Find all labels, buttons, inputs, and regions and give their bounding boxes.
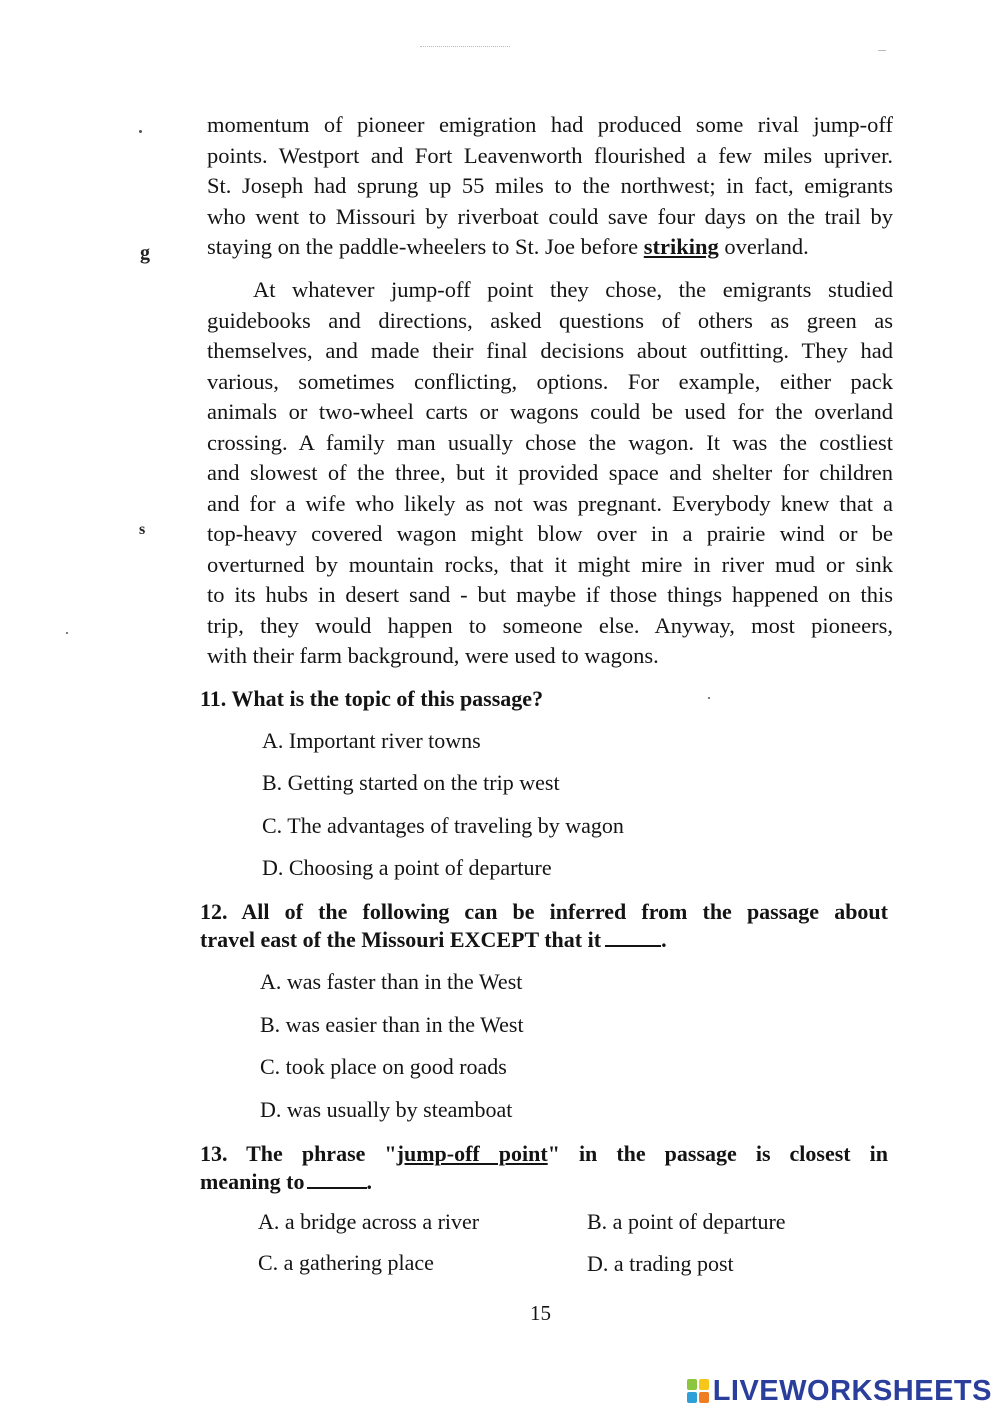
logo-tile [687,1379,697,1390]
logo-text: LIVEWORKSHEETS [712,1374,992,1407]
passage-line: who went to Missouri by riverboat could save four days on the trail by [207,203,893,229]
passage-line: St. Joseph had sprung up 55 miles to the northwest; in fact, emigrants [207,173,893,198]
passage-line: animals or two-wheel carts or wagons could be used for the overland [207,399,893,424]
scan-artifact [420,46,510,48]
passage-line: themselves, and made their final decisions about outfitting. They had [207,338,893,363]
question-text: " in the passage is closest in [547,1141,889,1166]
margin-mark: g [140,242,150,264]
passage-line: trip, they would happen to someone else. Anyway, most pioneers, [207,612,893,638]
highlighted-phrase: jump-off point [396,1141,548,1166]
scan-speck [66,632,68,634]
passage-line: to its hubs in desert sand - but maybe if those things happened on this [207,582,893,607]
q11-option-b[interactable]: B. Getting started on the trip west [262,770,560,795]
q11-option-d[interactable]: D. Choosing a point of departure [262,855,552,880]
passage-paragraph-1 [207,110,893,263]
scan-artifact [878,50,886,51]
passage-line: guidebooks and directions, asked questions of others as green as [207,307,893,333]
highlighted-word: striking [643,234,719,259]
question-11 [200,685,888,713]
passage-line: points. Westport and Fort Leavenworth flourished a few miles upriver. [207,142,893,168]
passage-paragraph-2 [207,275,893,672]
liveworksheets-logo[interactable] [687,1375,992,1407]
question-text: travel east of the Missouri EXCEPT that it [200,927,602,952]
q13-option-a[interactable]: A. a bridge across a river [258,1209,480,1234]
page-number: 15 [530,1301,551,1325]
question-text-line [200,1140,888,1168]
q13-option-c[interactable]: C. a gathering place [258,1250,434,1275]
scan-speck [139,130,142,133]
question-13 [200,1140,888,1196]
question-text-line [200,1168,888,1196]
question-text: meaning to [200,1169,305,1194]
question-text: 13. The phrase " [200,1141,397,1166]
q12-option-a[interactable]: A. was faster than in the West [260,969,523,994]
passage-line [207,232,893,263]
question-text: . [661,927,667,952]
logo-tile [699,1392,709,1403]
q11-option-a[interactable]: A. Important river towns [262,728,481,753]
q12-option-c[interactable]: C. took place on good roads [260,1054,507,1079]
passage-line: momentum of pioneer emigration had produced some rival jump-off [207,112,893,137]
q13-option-b[interactable]: B. a point of departure [587,1209,786,1234]
passage-text: overland. [718,234,809,259]
passage-line: At whatever jump-off point they chose, the emigrants studied [253,277,893,302]
question-text: 12. All of the following can be inferred from the passage about [200,899,888,924]
question-text-line [200,926,888,954]
question-text: . [366,1169,372,1194]
passage-text: staying on the paddle-wheelers to St. Joe before [207,234,644,259]
passage-line: top-heavy covered wagon might blow over in a prairie wind or be [207,521,893,546]
logo-tile [687,1392,697,1403]
passage-line: with their farm background, were used to wagons. [207,643,659,668]
q12-option-d[interactable]: D. was usually by steamboat [260,1097,513,1122]
logo-tile [699,1379,709,1390]
answer-blank [307,1169,367,1189]
margin-mark: s [139,521,146,538]
question-text: 11. What is the topic of this passage? [200,686,544,711]
q13-option-d[interactable]: D. a trading post [587,1251,734,1276]
passage-line: and for a wife who likely as not was pregnant. Everybody knew that a [207,490,893,516]
question-12 [200,898,888,954]
answer-blank [605,927,661,947]
passage-line: overturned by mountain rocks, that it might mire in river mud or sink [207,551,893,577]
passage-line: and slowest of the three, but it provided space and shelter for children [207,460,893,485]
passage-line: various, sometimes conflicting, options. For example, either pack [207,368,893,394]
liveworksheets-logo-icon [687,1379,709,1403]
passage-line: crossing. A family man usually chose the wagon. It was the costliest [207,429,893,455]
q11-option-c[interactable]: C. The advantages of traveling by wagon [262,813,624,838]
q12-option-b[interactable]: B. was easier than in the West [260,1012,524,1037]
